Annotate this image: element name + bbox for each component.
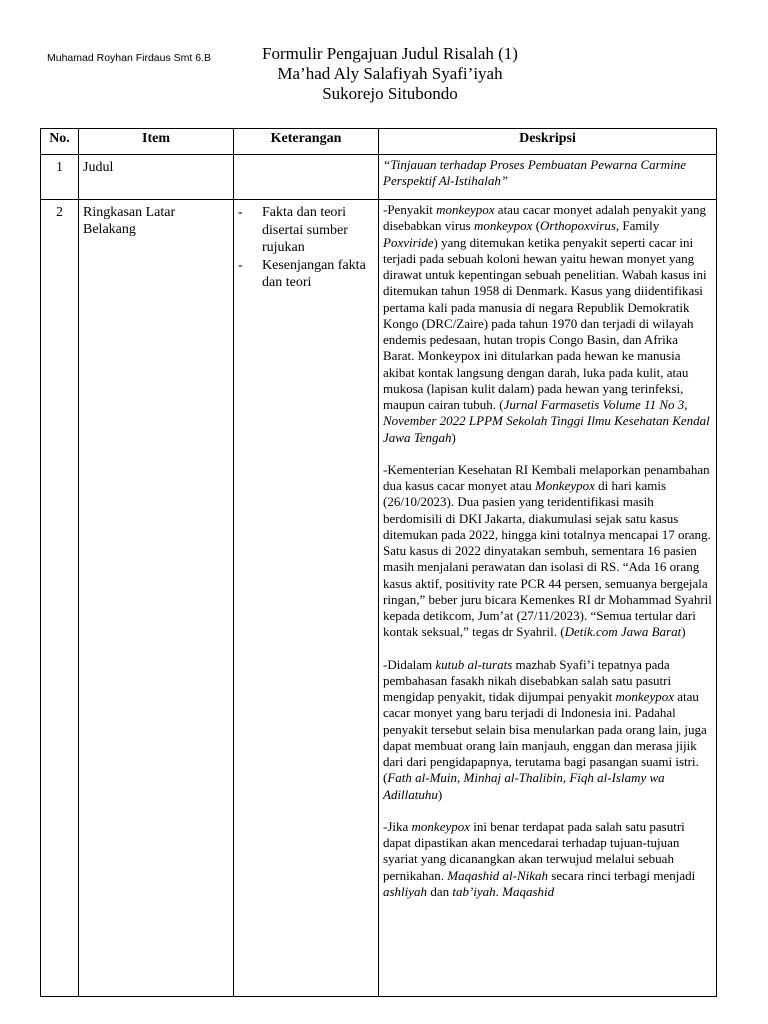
row-number: 2 [41, 200, 79, 997]
title-line-1: Formulir Pengajuan Judul Risalah (1) [262, 44, 518, 63]
list-dash: - [238, 205, 243, 220]
column-header-keterangan: Keterangan [234, 129, 379, 155]
keterangan-list-item [238, 204, 376, 257]
title-line-2: Ma’had Aly Salafiyah Syafi’iyah [277, 64, 503, 83]
title-description: “Tinjauan terhadap Proses Pembuatan Pewarna Carmine Perspektif Al-Istihalah” [383, 157, 686, 189]
submission-table [40, 128, 717, 997]
description-paragraph-3: -Didalam kutub al-turats mazhab Syafi’i tepatnya pada pembahasan fasakh nikah disebabkan salah satu pasutri mengidap penyakit, tidak dijumpai penyakit monkeypox atau cacar monyet yang baru terjadi di Indonesia ini. Padahal penyakit tersebut selain bisa menularkan pada orang lain, juga dapat membuat orang lain manjauh, enggan dan merasa jijik dari dari pengidapapnya, terutama bagi pasangan suami istri. (Fath al-Muin, Minhaj al-Thalibin, Fiqh al-Islamy wa Adillatuhu) [383, 656, 707, 802]
keterangan-text: Fakta dan teori disertai sumber rujukan [262, 205, 348, 255]
author-name: Muhamad Royhan Firdaus Smt 6.B [47, 52, 211, 64]
row-item: Judul [79, 155, 234, 200]
form-title [200, 44, 580, 104]
row-keterangan [234, 200, 379, 997]
column-header-deskripsi: Deskripsi [379, 129, 717, 155]
row-number: 1 [41, 155, 79, 200]
row-description [379, 155, 717, 200]
row-item: Ringkasan Latar Belakang [79, 200, 234, 997]
description-paragraph-1: -Penyakit monkeypox atau cacar monyet adalah penyakit yang disebabkan virus monkeypox (Orthopoxvirus, Family Poxviride) yang ditemukan ketika penyakit seperti cacar ini terjadi pada sebuah koloni hewan yaitu hewan monyet yang dirawat untuk kepentingan sebuah penelitian. Wabah kasus ini ditemukan tahun 1958 di Denmark. Kasus yang diidentifikasi pertama kali pada manusia di negara Republik Demokratik Kongo (DRC/Zaire) pada tahun 1970 dan terjadi di wilayah endemis pedesaan, hutan tropis Congo Basin, dan Afrika Barat. Monkeypox ini ditularkan pada hewan ke manusia akibat kontak langsung dengan darah, luka pada kulit, atau mukosa (lapisan kulit dalam) pada hewan yang terinfeksi, maupun cairan tubuh. (Jurnal Farmasetis Volume 11 No 3, November 2022 LPPM Sekolah Tinggi Ilmu Kesehatan Kendal Jawa Tengah) [383, 202, 710, 445]
table-row [41, 200, 717, 997]
table-header-row [41, 129, 717, 155]
column-header-no: No. [41, 129, 79, 155]
table-row [41, 155, 717, 200]
title-line-3: Sukorejo Situbondo [322, 84, 458, 103]
keterangan-list-item [238, 257, 376, 292]
keterangan-text: Kesenjangan fakta dan teori [262, 257, 366, 290]
description-paragraph-4: -Jika monkeypox ini benar terdapat pada salah satu pasutri dapat dipastikan akan mencedarai terhadap tujuan-tujuan syariat yang dicanangkan akan terwujud melalui sebuah pernikahan. Maqashid al-Nikah secara rinci terbagi menjadi ashliyah dan tab’iyah. Maqashid [383, 818, 696, 899]
column-header-item: Item [79, 129, 234, 155]
row-keterangan [234, 155, 379, 200]
description-paragraph-2: -Kementerian Kesehatan RI Kembali melaporkan penambahan dua kasus cacar monyet atau Monkeypox di hari kamis (26/10/2023). Dua pasien yang teridentifikasi masih berdomisili di DKI Jakarta, diakumulasi sejak satu kasus ditemukan pada 2022, hingga kini totalnya mencapai 17 orang. Satu kasus di 2022 dinyatakan sembuh, sementara 16 pasien masih menjalani perawatan dan isolasi di RS. “Ada 16 orang kasus aktif, positivity rate PCR 44 persen, semuanya bergejala ringan,” beber juru bicara Kemenkes RI dr Mohammad Syahril kepada detikcom, Jum’at (27/11/2023). “Semua tertular dari kontak seksual,” tegas dr Syahril. (Detik.com Jawa Barat) [383, 461, 712, 640]
list-dash: - [238, 257, 243, 273]
row-description [379, 200, 717, 997]
